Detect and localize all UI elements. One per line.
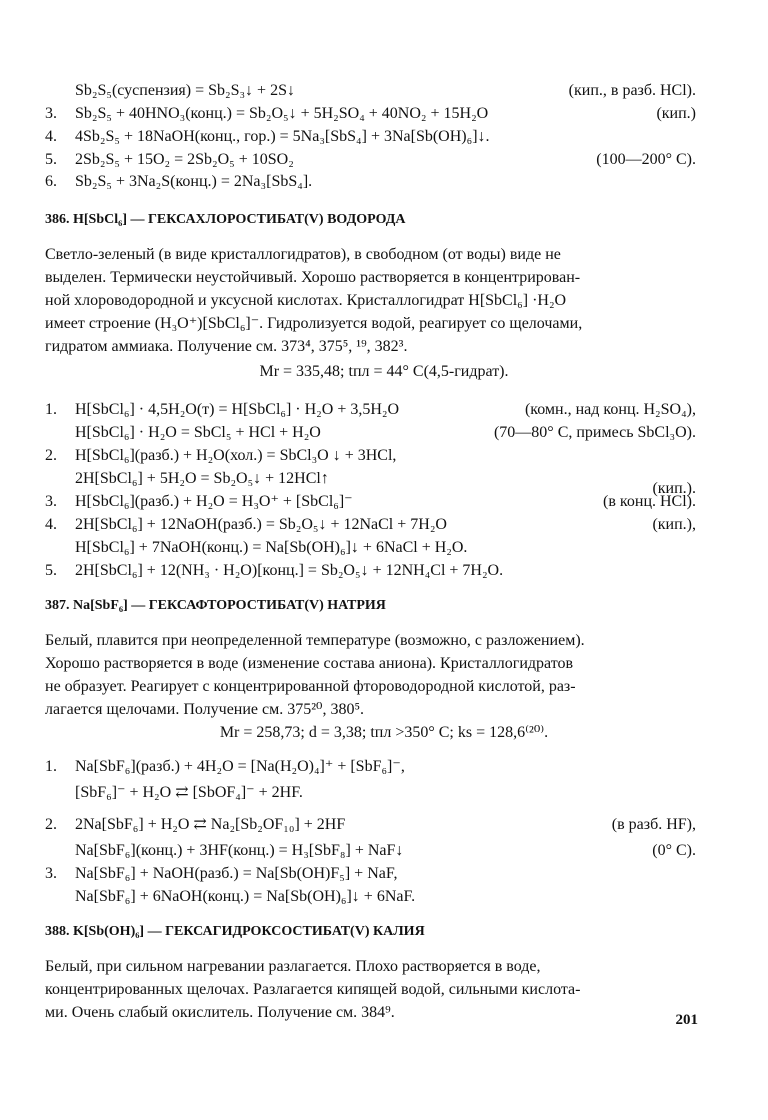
paragraph-line: ной хлороводородной и уксусной кислотах. Кристаллогидрат H[SbCl₆] ·H₂O: [45, 292, 567, 309]
page-number: 201: [675, 1012, 698, 1028]
reaction-line: H[SbCl₆] + 7NaOH(конц.) = Na[Sb(OH)₆]↓ + 6NaCl + H₂O.: [75, 539, 468, 556]
section-388-heading: 388. K[Sb(OH)₆] — ГЕКСАГИДРОКСОСТИБАТ(V) КАЛИЯ: [45, 924, 425, 939]
reaction-line: 5. 2H[SbCl₆] + 12(NH₃ · H₂O)[конц.] = Sb₂O₅↓ + 12NH₄Cl + 7H₂O.: [45, 562, 504, 579]
reaction-line: 5. 2Sb₂S₅ + 15O₂ = 2Sb₂O₅ + 10SO₂ (100—200° C).: [45, 151, 696, 168]
reaction-line: Sb₂S₅(суспензия) = Sb₂S₃↓ + 2S↓ (кип., в разб. HCl).: [75, 82, 696, 99]
section-387-heading: 387. Na[SbF₆] — ГЕКСАФТОРОСТИБАТ(V) НАТРИЯ: [45, 598, 386, 613]
reaction-line: 3. Na[SbF₆] + NaOH(разб.) = Na[Sb(OH)F₅] + NaF,: [45, 865, 398, 882]
paragraph-line: не образует. Реагирует с концентрированной фтороводородной кислотой, раз-: [45, 678, 576, 695]
reaction-line: Na[SbF₆](конц.) + 3HF(конц.) = H₃[SbF₈] + NaF↓ (0° C).: [75, 842, 696, 859]
reaction-line: 2H[SbCl₆] + 5H₂O = Sb₂O₅↓ + 12HCl↑ (кип.).: [75, 470, 696, 497]
paragraph-line: Белый, плавится при неопределенной температуре (возможно, с разложением).: [45, 632, 585, 649]
section-386-heading: 386. H[SbCl₆] — ГЕКСАХЛОРОСТИБАТ(V) ВОДОРОДА: [45, 212, 406, 227]
reaction-line: [SbF₆]⁻ + H₂O ⇄ [SbOF₄]⁻ + 2HF.: [75, 784, 303, 801]
reaction-line: 2. H[SbCl₆](разб.) + H₂O(хол.) = SbCl₃O ↓ + 3HCl,: [45, 447, 397, 464]
paragraph-line: выделен. Термически неустойчивый. Хорошо растворяется в концентрирован-: [45, 269, 581, 286]
reaction-line: 6. Sb₂S₅ + 3Na₂S(конц.) = 2Na₃[SbS₄].: [45, 173, 313, 190]
reaction-line: Na[SbF₆] + 6NaOH(конц.) = Na[Sb(OH)₆]↓ + 6NaF.: [75, 888, 416, 905]
reaction-line: 1. Na[SbF₆](разб.) + 4H₂O = [Na(H₂O)₄]⁺ + [SbF₆]⁻,: [45, 758, 405, 775]
paragraph-line: концентрированных щелочах. Разлагается кипящей водой, сильными кислота-: [45, 981, 581, 998]
reaction-line: 2. 2Na[SbF₆] + H₂O ⇄ Na₂[Sb₂OF₁₀] + 2HF (в разб. HF),: [45, 816, 696, 833]
paragraph-line: Светло-зеленый (в виде кристаллогидратов), в свободном (от воды) виде не: [45, 246, 561, 263]
paragraph-line: Белый, при сильном нагревании разлагается. Плохо растворяется в воде,: [45, 958, 541, 975]
paragraph-line: Хорошо растворяется в воде (изменение состава аниона). Кристаллогидратов: [45, 655, 574, 672]
reaction-line: 4. 2H[SbCl₆] + 12NaOH(разб.) = Sb₂O₅↓ + 12NaCl + 7H₂O (кип.),: [45, 516, 696, 533]
paragraph-line: имеет строение (H₃O⁺)[SbCl₆]⁻. Гидролизуется водой, реагирует со щелочами,: [45, 315, 583, 332]
section-387-constants: Mr = 258,73; d = 3,38; tпл >350° C; ks = 128,6⁽²⁰⁾.: [219, 724, 549, 741]
section-386-constants: Mr = 335,48; tпл = 44° C(4,5-гидрат).: [259, 363, 509, 380]
paragraph-line: гидратом аммиака. Получение см. 373⁴, 375⁵, ¹⁹, 382³.: [45, 338, 408, 355]
paragraph-line: ми. Очень слабый окислитель. Получение см. 384⁹.: [45, 1004, 395, 1021]
reaction-line: 1. H[SbCl₆] · 4,5H₂O(т) = H[SbCl₆] · H₂O + 3,5H₂O (комн., над конц. H₂SO₄),: [45, 401, 696, 418]
reaction-line: H[SbCl₆] · H₂O = SbCl₅ + HCl + H₂O (70—80° C, примесь SbCl₃O).: [75, 424, 696, 441]
reaction-line: 4. 4Sb₂S₅ + 18NaOH(конц., гор.) = 5Na₃[SbS₄] + 3Na[Sb(OH)₆]↓.: [45, 128, 490, 145]
reaction-line: 3. Sb₂S₅ + 40HNO₃(конц.) = Sb₂O₅↓ + 5H₂SO₄ + 40NO₂ + 15H₂O (кип.): [45, 105, 696, 122]
paragraph-line: лагается щелочами. Получение см. 375²⁰, 380⁵.: [45, 701, 365, 718]
reaction-line: 3. H[SbCl₆](разб.) + H₂O = H₃O⁺ + [SbCl₆]⁻ (в конц. HCl).: [45, 493, 696, 510]
